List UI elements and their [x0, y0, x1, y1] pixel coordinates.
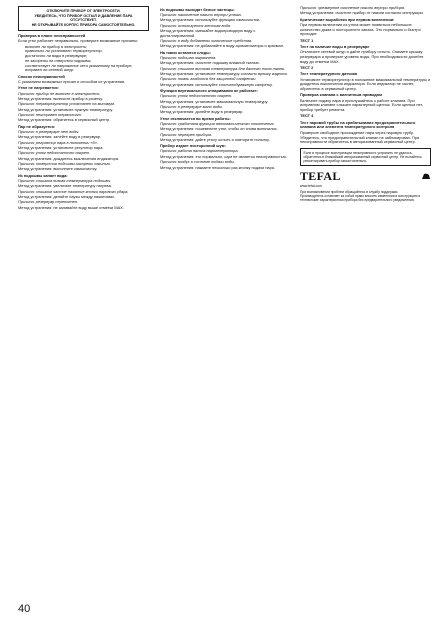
problem-heading: Пар не образуется:	[18, 123, 56, 129]
problem-heading: Из подошвы капает вода:	[18, 172, 68, 178]
problem-line: Причина: регулятор пара в положении «0».	[18, 139, 99, 145]
footnote: Производитель оставляет за собой право вносить изменения в конструкцию и технические характеристики прибора без предварительного уведомления.	[300, 194, 421, 203]
problem-line: Причина: работа насоса парогенератора.	[160, 148, 239, 154]
problem-line: Причина: утюг недостаточно нагрет.	[160, 93, 233, 99]
notice-box	[300, 148, 431, 166]
problem-line: Метод устранения: не добавляйте в воду ароматизаторы и крахмал.	[160, 43, 284, 49]
problem-line: Причина: накопление накипи внутри утюга.	[160, 11, 242, 17]
problem-line: Метод устранения: установите нужную температуру.	[18, 106, 114, 112]
problem-line: Метод устранения: дайте утюгу остыть и повторите попытку.	[160, 136, 270, 142]
test-heading: Проверка клапана с магнитным приводом	[300, 92, 382, 98]
problem-line: Причина: используется жесткая вода.	[160, 22, 232, 28]
warning-line: ОТКЛЮЧИТЕ ПРИБОР ОТ ЭЛЕКТРОСЕТИ.	[46, 9, 121, 13]
test-heading: ТЕСТ 1	[300, 37, 314, 43]
problem-line: Метод устранения: используйте функцию самоочистки.	[160, 17, 261, 23]
paragraph: Метод устранения: очистите прибор от накипи согласно инструкции.	[300, 10, 424, 16]
problem-line: Причина: утюг недостаточно нагрет.	[18, 150, 91, 156]
list-item: • соответствует ли напряжение сети указанному на приборе;	[25, 64, 149, 69]
problem-line: Причина: резервуар переполнен.	[18, 199, 78, 205]
brand-row	[300, 170, 431, 182]
problem-heading: На ткани остаются следы:	[160, 49, 211, 55]
problem-line: Метод устранения: долейте воду в резервуар.	[160, 109, 244, 115]
paragraph: Установите терморегулятор в положение максимальной температуры и дождитесь выключения индикатора. Если индикатор не гаснет, обратитесь в сервисный центр.	[300, 76, 431, 92]
problem-line: Причина: в резервуаре нет воды.	[18, 128, 80, 134]
warning-line: УБЕДИТЕСЬ, ЧТО ПРИБОР ОСТЫЛ И ДАВЛЕНИЕ ПАРА ОТСУТСТВУЕТ.	[34, 13, 133, 23]
section-heading: Критические выработки при первом включении:	[300, 16, 395, 22]
column-2	[160, 6, 291, 616]
problem-line: Метод устранения: обратитесь в сервисный центр.	[18, 117, 111, 123]
footnote: При возникновении проблем обращайтесь в службу поддержки.	[300, 189, 399, 194]
problem-line: Метод устранения: не заливайте воду выше отметки MAX.	[18, 204, 124, 210]
test-heading: ТЕСТ 4	[300, 113, 314, 119]
website-link[interactable]: www.tefal.com	[300, 184, 322, 189]
page-number: 40	[18, 603, 31, 615]
list-item: • правильно ли установлен терморегулятор;	[25, 49, 149, 54]
test-subheading: Тест на наличие воды в резервуаре	[300, 43, 370, 49]
column-1	[18, 6, 149, 616]
problem-line: Причина: в резервуаре мало воды.	[160, 103, 224, 109]
problem-line: Причина: отверстия подошвы засорены накипью.	[18, 160, 111, 166]
iron-logo-icon	[421, 172, 431, 181]
section-heading: Проверка в плане неисправностей	[18, 32, 86, 38]
problem-line: Причина: сработала функция автоматического отключения.	[160, 120, 275, 126]
problem-line: Метод устранения: очистите подошву влажной тканью.	[160, 60, 260, 66]
column-3	[300, 6, 431, 616]
problem-line: Метод устранения: смешайте водопроводную воду с дистиллированной.	[160, 27, 256, 38]
list-item: • достаточно ли воды в резервуаре;	[25, 54, 149, 59]
problem-line: Метод устранения: нажмите несколько раз кнопку подачи пара.	[160, 164, 275, 170]
problem-line: Метод устранения: включите прибор в розетку.	[18, 95, 103, 101]
problem-line: Причина: слишком высокая температура для данного типа ткани.	[160, 65, 286, 71]
list-item: • включен ли прибор в электросеть;	[25, 45, 149, 50]
list-item: • исправен ли сетевой шнур.	[25, 68, 149, 73]
problem-line: Причина: воздух в системе подачи воды.	[160, 159, 235, 165]
problem-heading: Утюг не нагревается:	[18, 85, 59, 91]
problem-line: Причина: терморегулятор установлен на минимум.	[18, 101, 116, 107]
problem-heading: Утюг отключается во время работы:	[160, 115, 231, 121]
list-item: • не засорены ли отверстия подошвы;	[25, 59, 149, 64]
problem-line: Причина: неисправен термостат.	[18, 111, 82, 117]
problem-heading: Функция вертикального отпаривания не работает:	[160, 87, 259, 93]
notice-text: Если в процессе эксплуатации неисправность устранить не удалось, обратитесь в ближайший авторизованный сервисный центр. Не пытайтесь ремонтировать прибор самостоятельно.	[303, 151, 422, 164]
paragraph: Причина: чрезмерное скопление накипи внутри прибора.	[300, 6, 406, 10]
paragraph: Включите подачу пара и прислушайтесь к работе клапана. При исправном клапане слышен характерный щелчок. Если щелчка нет, прибор требует ремонта.	[300, 97, 423, 113]
problem-line: Причина: слишком частое нажатие кнопки парового удара.	[18, 188, 129, 194]
check-list	[18, 45, 149, 74]
problem-line: Метод устранения: используйте хлопчатобумажную салфетку.	[160, 81, 273, 87]
problem-line: Метод устранения: пошевелите утюг, чтобы он снова включился.	[160, 126, 278, 132]
problem-heading: Прибор издает посторонний шум:	[160, 143, 226, 149]
problem-line: Метод устранения: дождитесь выключения индикатора.	[18, 155, 120, 161]
paragraph: Отключите сетевой шнур и дайте прибору остыть. Снимите крышку резервуара и проверьте уровень воды. При необходимости долейте воду до отметки MAX.	[300, 49, 424, 64]
problem-line: Метод устранения: установите максимальную температуру.	[160, 98, 269, 104]
paragraph: С указанием возможных причин и способов их устранения.	[18, 79, 126, 84]
problem-line: Метод устранения: выполните самоочистку.	[18, 166, 98, 172]
problem-line: Причина: ткань гладится без защитной салфетки.	[160, 76, 257, 82]
brand-logo: TEFAL	[300, 169, 341, 184]
warning-line: НЕ ОТКРЫВАЙТЕ КОРПУС ПРИБОРА САМОСТОЯТЕЛЬНО.	[31, 23, 136, 28]
problem-line: Причина: слишком низкая температура подошвы.	[18, 177, 112, 183]
test-subheading: Тест температурного датчика	[300, 71, 357, 77]
problem-line: Метод устранения: установите регулятор пара.	[18, 144, 104, 150]
problem-line: Метод устранения: установите температуру согласно ярлыку изделия.	[160, 70, 288, 76]
problem-line: Метод устранения: делайте паузы между нажатиями.	[18, 193, 115, 199]
paragraph: При первом включении из утюга может появиться небольшое количество дыма и постороннего запаха. Это нормально и быстро проходит.	[300, 21, 421, 37]
section-heading: Список неисправностей	[18, 73, 65, 79]
problem-heading: Из подошвы выходят белые частицы:	[160, 6, 235, 12]
test-heading: ТЕСТ 2	[300, 65, 314, 71]
problem-line: Причина: перегрев прибора.	[160, 131, 213, 137]
problem-line: Причина: подошва загрязнена.	[160, 54, 217, 60]
problem-line: Причина: прибор не включен в электросеть.	[18, 90, 101, 96]
problem-line: Причина: в воду добавлены химические средства.	[160, 37, 253, 43]
paragraph: Проверьте свободное прохождение пара через паровую трубу. Убедитесь, что предохранительный клапан не заблокирован. При неисправности обратитесь в авторизованный сервисный центр.	[300, 129, 420, 145]
test-subheading: Тест паровой трубы на срабатывание предохранительного клапана или элемента температурного контроля	[300, 119, 416, 130]
paragraph: Если утюг работает неправильно, проверьте возможные причины:	[18, 38, 139, 44]
problem-line: Метод устранения: это нормально, шум не является неисправностью.	[160, 153, 287, 159]
problem-line: Метод устранения: залейте воду в резервуар.	[18, 134, 102, 140]
warning-box	[18, 6, 149, 31]
problem-line: Метод устранения: увеличьте температуру нагрева.	[18, 183, 112, 189]
